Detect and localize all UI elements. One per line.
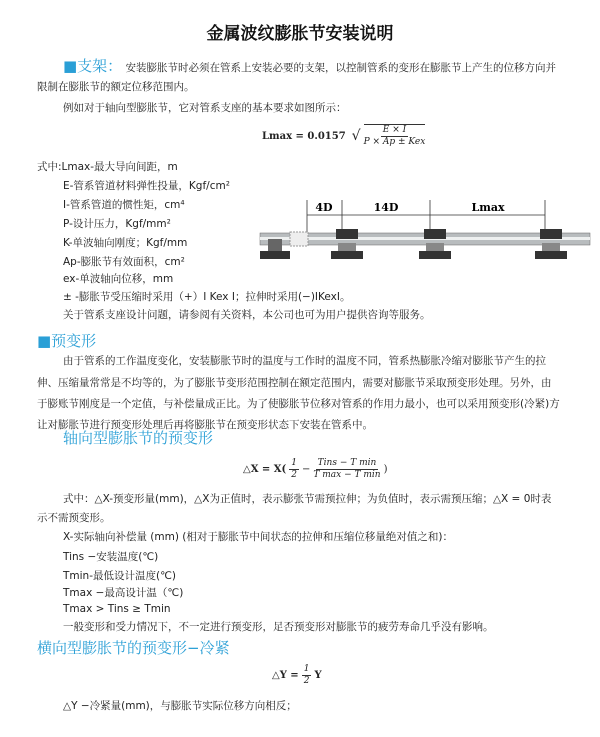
half-fraction: [302, 664, 312, 687]
minus-sign: −: [302, 464, 311, 475]
predeform-heading: ■预变形: [37, 332, 97, 350]
axial-line: Tmax > Tins ≥ Tmin: [63, 603, 171, 615]
formula-lhs: △X = X(: [243, 464, 287, 475]
def-line: ex-单波轴向位移，mm: [63, 273, 174, 285]
def-line: K-单波轴向刚度；Kgf/mm: [63, 237, 188, 249]
predeform-para-line: 于膨账节刚度是一个定值，与补偿量成正比。为了使膨胀节位移对管系的作用力最小，也可以采用预变形(冷紧)方: [37, 398, 560, 410]
axial-line: 示不需预变形。: [37, 512, 111, 524]
half-fraction: [289, 458, 299, 481]
formula-rhs: Y: [314, 670, 322, 681]
half-den: 2: [291, 470, 298, 480]
half-num: 1: [303, 664, 310, 674]
axial-line: X-实际轴向补偿量 (mm) (相对于膨胀节中间状态的拉伸和压缩位移量绝对值之和)：: [63, 531, 453, 543]
support-heading: ■支架：: [63, 57, 123, 75]
dim-label-lmax: Lmax: [471, 201, 505, 214]
formula-fraction: [364, 124, 426, 148]
support-line-2: 限制在膨胀节的额定位移范围内。: [37, 81, 195, 93]
temp-fraction: [313, 458, 380, 481]
formula-numerator: E × I: [382, 125, 407, 135]
lateral-line: △Y −冷紧量(mm)，与膨胀节实际位移方向相反；: [63, 700, 297, 712]
support-diagram: [240, 195, 595, 265]
predeform-para-line: 让对膨胀节进行预变形处理后再将膨胀节在预变形状态下安装在管系中。: [37, 419, 373, 431]
formula-lhs: △Y =: [272, 670, 299, 681]
temp-num: Tins − T min: [317, 458, 377, 468]
def-line: Ap-膨胀节有效面积，cm²: [63, 256, 185, 268]
axial-line: 式中：△X-预变形量(mm)，△X为正值时，表示膨张节需预拉伸；为负值时，表示需预压缩；△X = 0时表: [63, 493, 552, 505]
axial-heading: 轴向型膨胀节的预变形: [63, 429, 214, 447]
axial-line: Tmin-最低设计温度(℃): [63, 570, 176, 582]
formula-denominator: P × Ap ± Kex: [363, 137, 426, 147]
def-line: ± -膨胀节受压缩时采用（+）I Kex I；拉伸时采用(−)IKexI。: [63, 291, 351, 303]
predeform-para-line: 由于管系的工作温度变化，安装膨胀节时的温度与工作时的温度不同，管系热膨胀冷缩对膨胀节产生的拉: [63, 355, 546, 367]
def-line: P-设计压力，Kgf/mm²: [63, 218, 171, 230]
formula-lhs: Lmax = 0.0157: [262, 130, 346, 142]
support-note: 关于管系支座设计问题，请参阅有关资料，本公司也可为用户提供咨询等服务。: [63, 309, 431, 321]
axial-line: Tins −安装温度(℃): [63, 551, 159, 563]
lmax-formula: [262, 124, 428, 148]
axial-line: Tmax −最高设计温（℃): [63, 587, 184, 599]
lateral-heading: 横向型膨胀节的预变形−冷紧: [37, 639, 230, 657]
support-text: 安装膨胀节时必须在管系上安装必要的支架，以控制管系的变形在膨胀节上产生的位移方向并: [125, 62, 557, 74]
support-line-3: 例如对于轴向型膨胀节，它对管系支座的基本要求如图所示：: [63, 102, 347, 114]
page-title: 金属波纹膨胀节安装说明: [206, 24, 394, 44]
sqrt-icon: √: [351, 128, 361, 144]
bellows-joint: [290, 232, 308, 246]
formula-rhs: ): [383, 464, 388, 475]
half-den: 2: [303, 676, 310, 686]
dim-label-14d: 14D: [373, 201, 399, 214]
def-line: I-管系管道的惯性矩，cm⁴: [63, 199, 185, 211]
half-num: 1: [291, 458, 298, 468]
support-line-1: [63, 57, 556, 75]
dim-label-4d: 4D: [315, 201, 333, 214]
def-line: E-管系管道材料弹性投量，Kgf/cm²: [63, 180, 230, 192]
axial-formula: [243, 458, 388, 481]
axial-line: 一般变形和受力情况下，不一定进行预变形，足否预变形对膨胀节的疲劳寿命几乎没有影响。: [63, 621, 494, 633]
temp-den: T max − T min: [313, 470, 381, 480]
lateral-formula: [272, 664, 322, 687]
where-line: 式中:Lmax-最大导向间距，m: [37, 161, 178, 173]
predeform-para-line: 伸、压缩量常常是不均等的，为了膨胀节变形范围控制在额定范围内，需要对膨胀节采取预变形处理。另外，由: [37, 377, 552, 389]
